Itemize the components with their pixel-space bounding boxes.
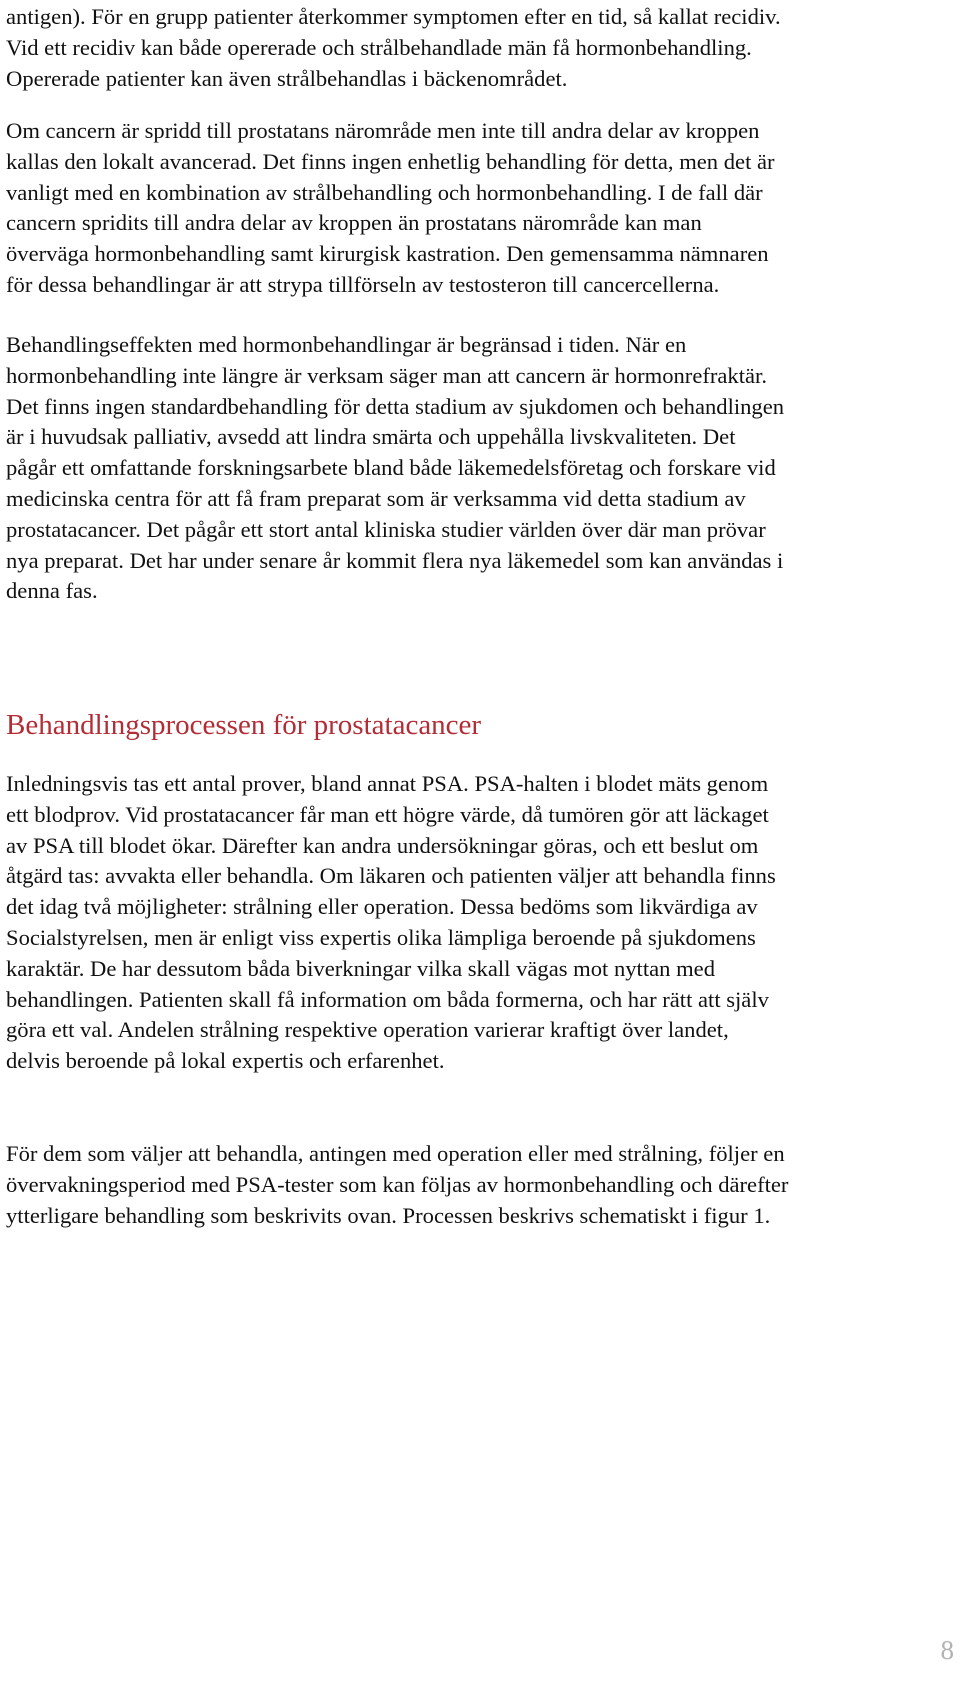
text-line: Opererade patienter kan även strålbehandlas i bäckenområdet.	[6, 65, 568, 91]
text-line: ytterligare behandling som beskrivits ovan. Processen beskrivs schematiskt i figur 1.	[6, 1202, 771, 1228]
text-line: Det finns ingen standardbehandling för detta stadium av sjukdomen och behandlingen	[6, 393, 785, 419]
text-line: åtgärd tas: avvakta eller behandla. Om läkaren och patienten väljer att behandla finns	[6, 863, 776, 889]
text-line: övervakningsperiod med PSA-tester som kan följas av hormonbehandling och därefter	[6, 1171, 789, 1197]
paragraph-lokalt-avancerad	[6, 116, 775, 301]
text-line: Inledningsvis tas ett antal prover, bland annat PSA. PSA-halten i blodet mäts genom	[6, 771, 769, 796]
text-line: det idag två möjligheter: strålning eller operation. Dessa bedöms som likvärdiga av	[6, 894, 758, 920]
text-line: nya preparat. Det har under senare år kommit flera nya läkemedel som kan användas i	[6, 547, 784, 573]
paragraph-recidiv	[6, 2, 781, 94]
paragraph-overvakning	[6, 1139, 788, 1231]
section-heading: Behandlingsprocessen för prostatacancer	[6, 709, 482, 741]
text-line: För dem som väljer att behandla, antingen med operation eller med strålning, följer en	[6, 1141, 785, 1166]
text-line: karaktär. De har dessutom båda biverkningar vilka skall vägas mot nyttan med	[6, 955, 715, 981]
text-line: prostatacancer. Det pågår ett stort antal kliniska studier världen över där man prövar	[6, 516, 766, 542]
text-line: Om cancern är spridd till prostatans närområde men inte till andra delar av kroppen	[6, 118, 760, 143]
text-line: överväga hormonbehandling samt kirurgisk kastration. Den gemensamma nämnaren	[6, 241, 769, 267]
text-line: cancern spridits till andra delar av kroppen än prostatans närområde kan man	[6, 210, 702, 236]
text-line: behandlingen. Patienten skall få information om båda formerna, och har rätt att själv	[6, 986, 769, 1012]
text-line: medicinska centra för att få fram preparat som är verksamma vid detta stadium av	[6, 485, 746, 511]
text-line: Vid ett recidiv kan både opererade och strålbehandlade män få hormonbehandling.	[6, 34, 752, 60]
text-line: göra ett val. Andelen strålning respektive operation varierar kraftigt över landet,	[6, 1017, 729, 1043]
text-line: kallas den lokalt avancerad. Det finns ingen enhetlig behandling för detta, men det är	[6, 148, 775, 174]
text-line: delvis beroende på lokal expertis och erfarenhet.	[6, 1048, 445, 1074]
text-line: hormonbehandling inte längre är verksam säger man att cancern är hormonrefraktär.	[6, 362, 767, 388]
text-line: antigen). För en grupp patienter återkommer symptomen efter en tid, så kallat recidiv.	[6, 4, 781, 29]
text-line: pågår ett omfattande forskningsarbete bland både läkemedelsföretag och forskare vid	[6, 455, 776, 481]
text-line: denna fas.	[6, 578, 98, 604]
text-line: vanligt med en kombination av strålbehandling och hormonbehandling. I de fall där	[6, 179, 763, 205]
text-line: Behandlingseffekten med hormonbehandlingar är begränsad i tiden. När en	[6, 332, 687, 357]
paragraph-hormonrefraktar	[6, 330, 784, 607]
text-line: av PSA till blodet ökar. Därefter kan andra undersökningar göras, och ett beslut om	[6, 832, 759, 858]
paragraph-inledningsvis	[6, 769, 776, 1077]
text-line: Socialstyrelsen, men är enligt viss expertis olika lämpliga beroende på sjukdomens	[6, 924, 756, 950]
text-line: är i huvudsak palliativ, avsedd att lindra smärta och uppehålla livskvaliteten. Det	[6, 424, 736, 450]
page-number: 8	[940, 1635, 954, 1665]
text-line: ett blodprov. Vid prostatacancer får man ett högre värde, då tumören gör att läckaget	[6, 801, 769, 827]
text-line: för dessa behandlingar är att strypa tillförseln av testosteron till cancercellerna.	[6, 271, 720, 297]
